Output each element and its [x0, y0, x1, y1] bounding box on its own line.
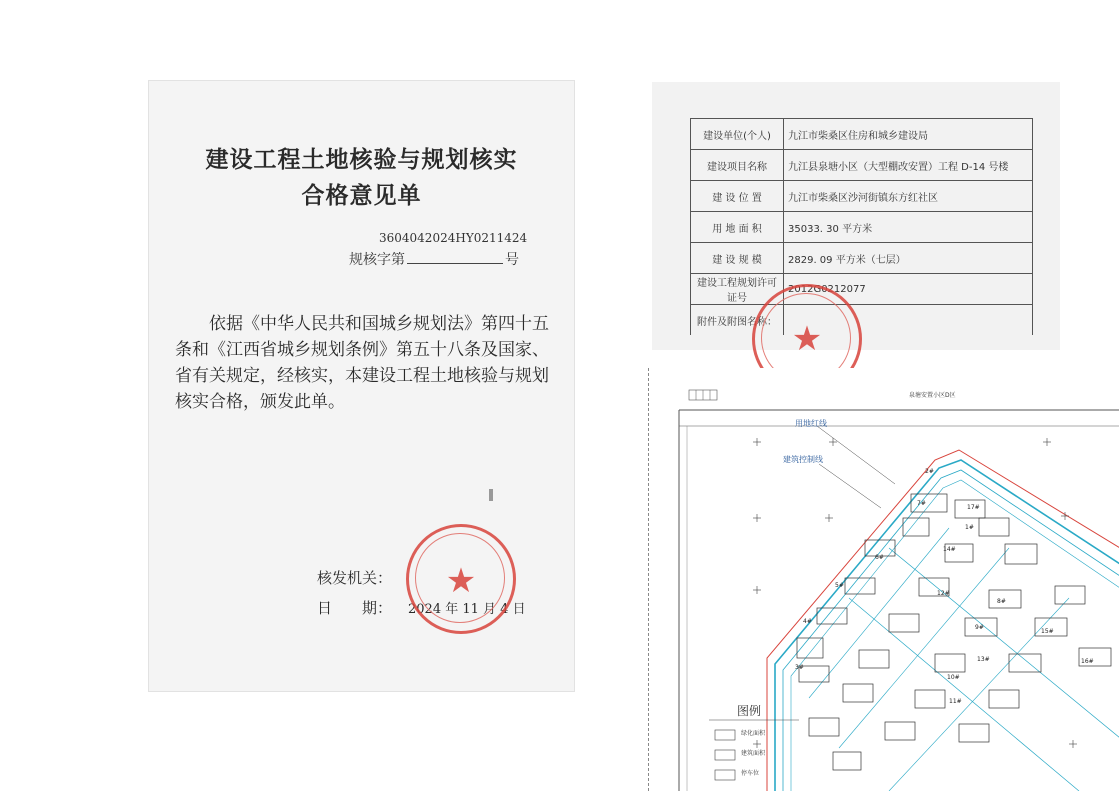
info-label: 附件及附图名称：: [691, 305, 784, 336]
building-label: 3#: [795, 664, 804, 671]
building-label: 1#: [965, 524, 974, 531]
building-label: 10#: [947, 674, 960, 681]
building-label: 9#: [975, 624, 984, 631]
certificate-code: 3604042024HY0211424: [379, 231, 528, 245]
building-label: 11#: [949, 698, 962, 705]
number-blank: [407, 251, 503, 264]
info-label: 建设工程规划许可证号: [691, 274, 784, 305]
info-value: 2829. 09 平方米（七层）: [784, 243, 1033, 274]
info-row: [691, 119, 1033, 150]
info-value: 35033. 30 平方米: [784, 212, 1033, 243]
scan-mark: [489, 489, 493, 501]
info-row: [691, 274, 1033, 305]
certificate-number-line: [349, 249, 519, 269]
legend-title: 图例: [737, 704, 762, 718]
number-prefix: 规核字第: [349, 252, 405, 268]
info-row: [691, 305, 1033, 336]
site-plan: [648, 368, 1119, 791]
info-row: [691, 212, 1033, 243]
building-line-label: 建筑控制线: [783, 455, 823, 464]
seal-star-icon: ★: [445, 561, 477, 601]
info-table: [690, 118, 1033, 335]
building-label: 2#: [925, 468, 934, 475]
info-row: [691, 150, 1033, 181]
info-value: 九江市柴桑区住房和城乡建设局: [784, 119, 1033, 150]
building-label: 14#: [943, 546, 956, 553]
certificate-title: 建设工程土地核验与规划核实: [205, 147, 518, 173]
building-label: 15#: [1041, 628, 1054, 635]
info-label: 建设单位(个人): [691, 119, 784, 150]
number-suffix: 号: [505, 252, 519, 268]
building-label: 7#: [917, 500, 926, 507]
building-label: 17#: [967, 504, 980, 511]
certificate-subtitle: 合格意见单: [301, 183, 422, 209]
official-seal: [406, 524, 516, 634]
building-label: 4#: [803, 618, 812, 625]
info-row: [691, 243, 1033, 274]
info-row: [691, 181, 1033, 212]
building-label: 12#: [937, 590, 950, 597]
info-label: 用 地 面 积: [691, 212, 784, 243]
land-line-label: 用地红线: [795, 419, 827, 428]
building-label: 5#: [835, 582, 844, 589]
info-label: 建 设 规 模: [691, 243, 784, 274]
info-sheet: [652, 82, 1060, 350]
info-value: 九江市柴桑区沙河街镇东方红社区: [784, 181, 1033, 212]
site-plan-title: 泉塘安置小区D区: [909, 392, 956, 399]
info-label: 建 设 位 置: [691, 181, 784, 212]
building-label: 8#: [997, 598, 1006, 605]
building-label: 6#: [875, 554, 884, 561]
site-plan-drawing: [649, 368, 1119, 791]
legend-item: 停车位: [741, 770, 760, 777]
certificate-body: 依据《中华人民共和国城乡规划法》第四十五条和《江西省城乡规划条例》第五十八条及国家、省有关规定，经核实，本建设工程土地核验与规划核实合格，颁发此单。: [175, 314, 549, 412]
info-label: 建设项目名称: [691, 150, 784, 181]
date-value: 2024 年 11 月 4 日: [408, 602, 526, 617]
legend-item: 绿化面积: [741, 730, 766, 737]
issuer-label: 核发机关：: [317, 569, 393, 587]
legend-item: 建筑面积: [741, 750, 766, 757]
building-label: 13#: [977, 656, 990, 663]
info-value: 九江县泉塘小区（大型棚改安置）工程 D-14 号楼: [784, 150, 1033, 181]
info-value: 2012G0212077: [784, 274, 1033, 305]
info-seal-star-icon: ★: [791, 319, 823, 359]
date-label: 日 期：: [317, 599, 393, 617]
building-label: 16#: [1081, 658, 1094, 665]
